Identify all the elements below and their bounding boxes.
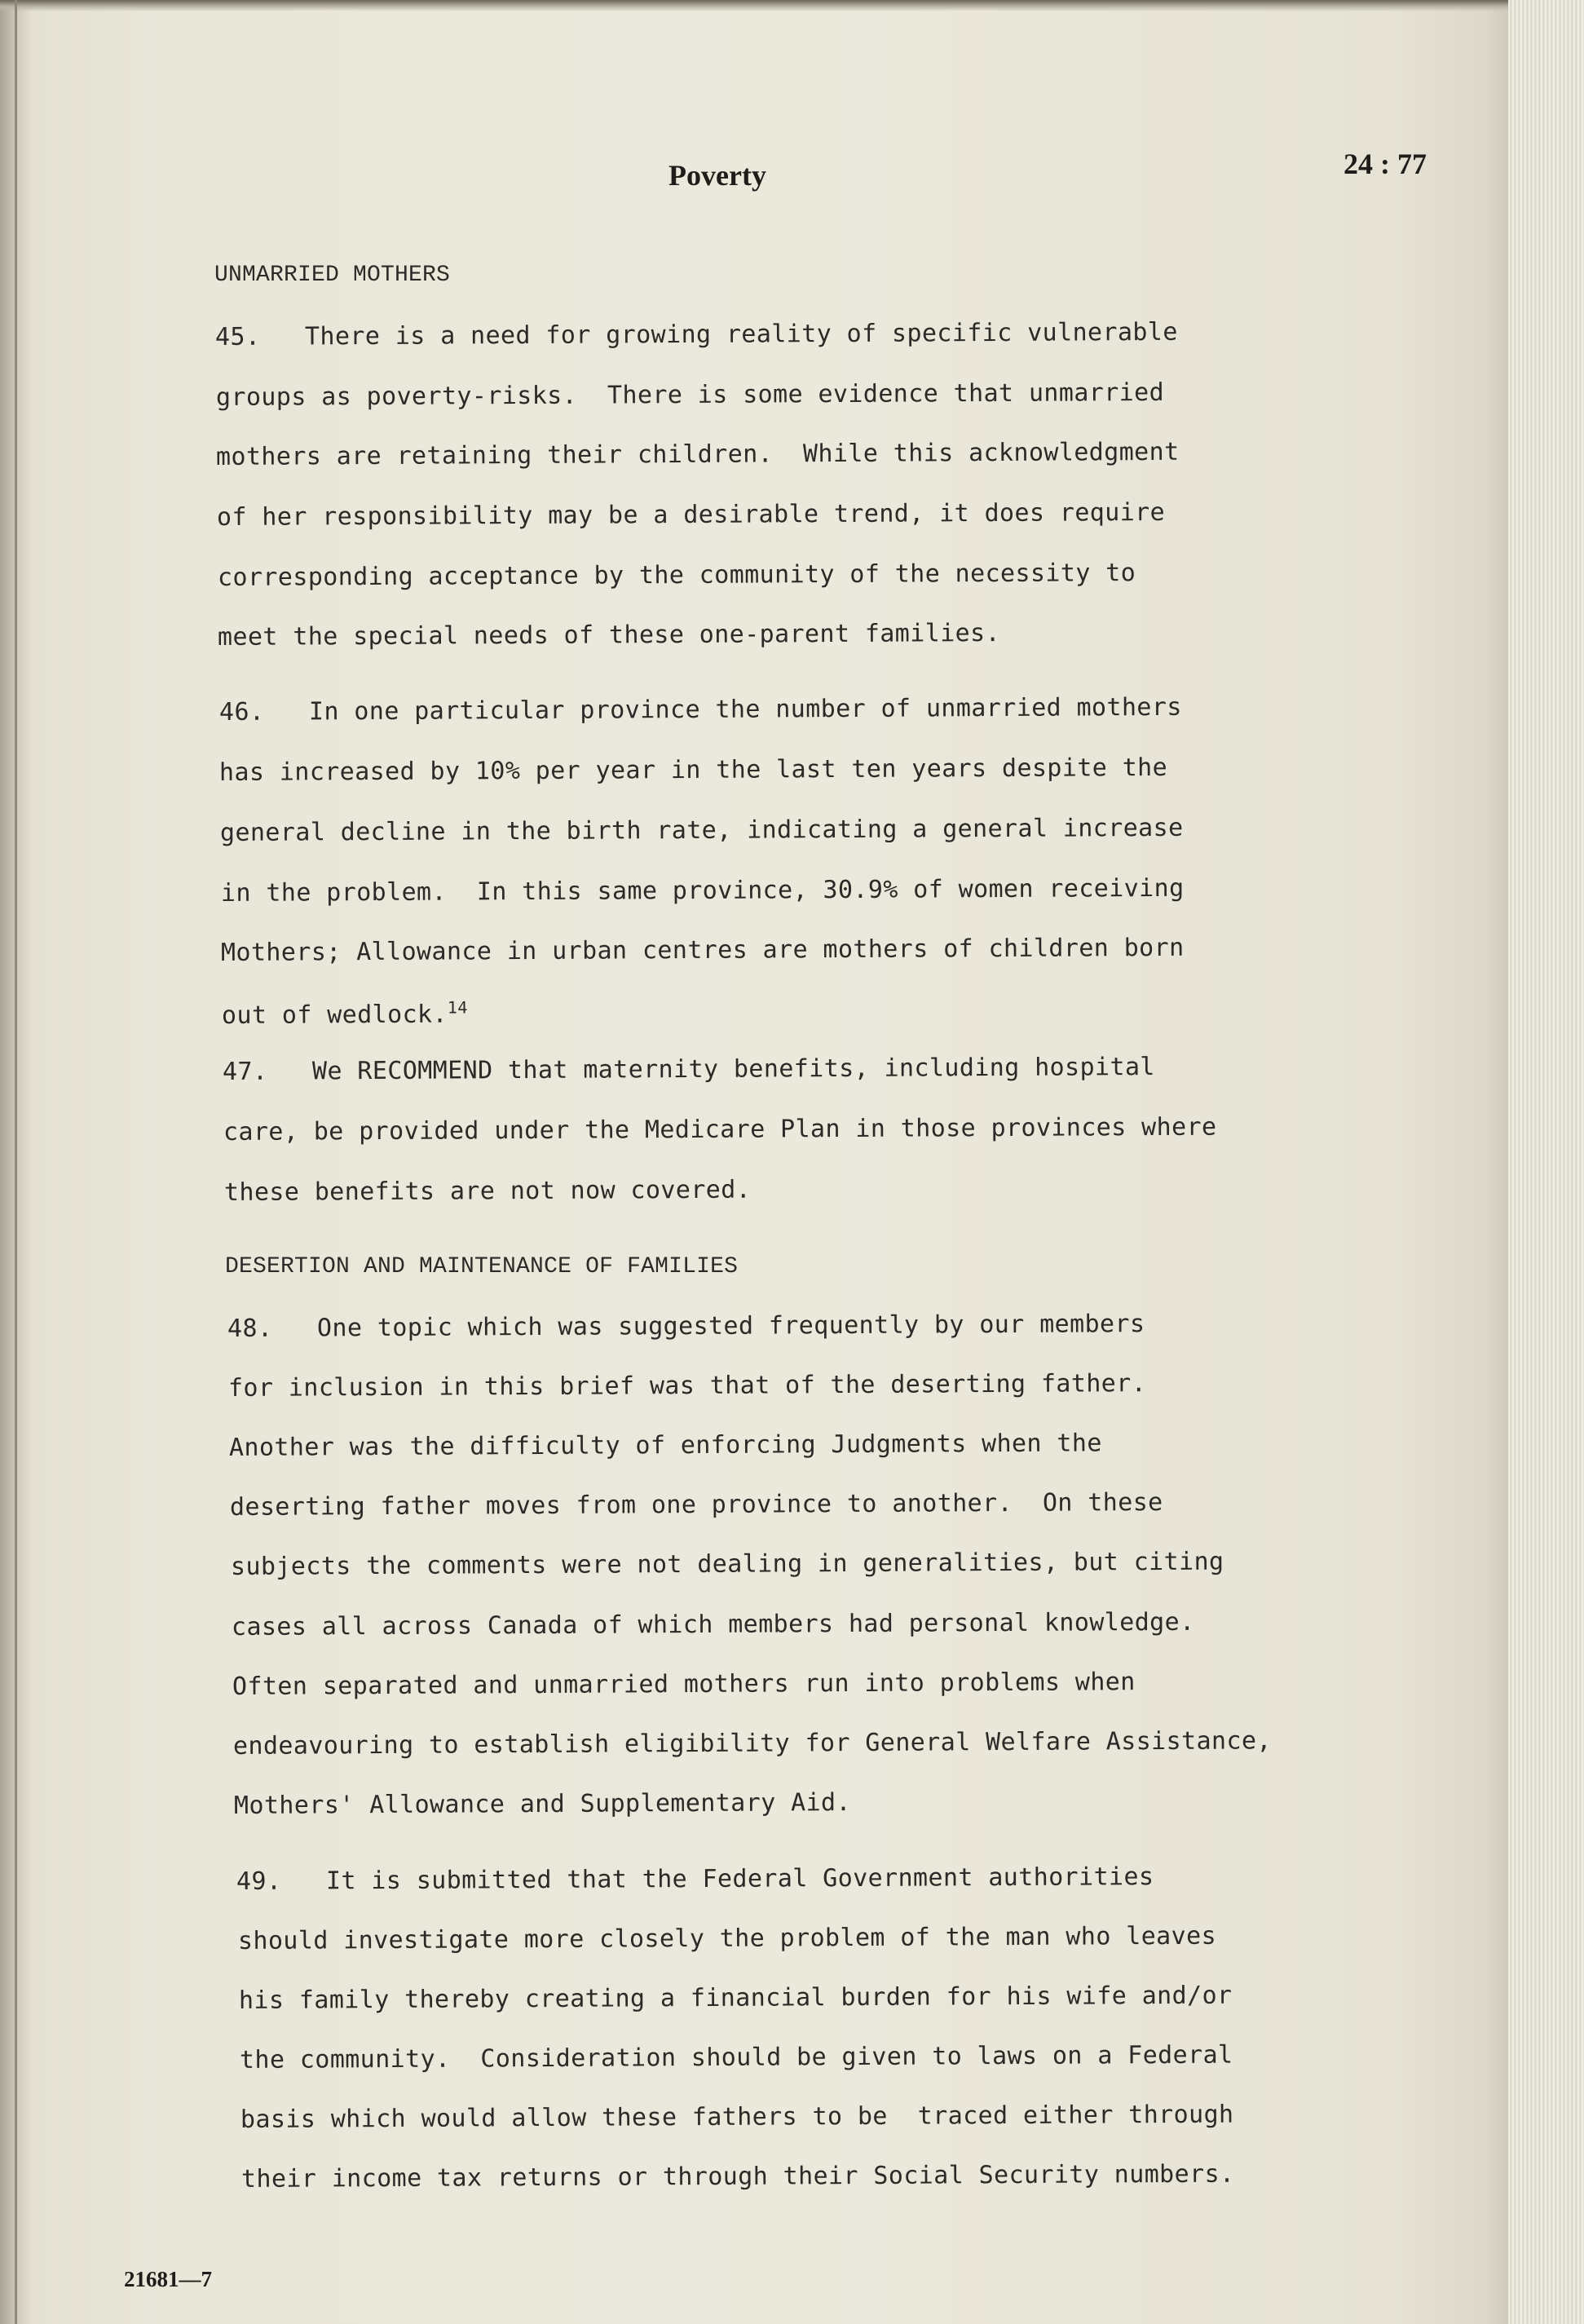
section-heading-desertion: DESERTION AND MAINTENANCE OF FAMILIES — [225, 1254, 739, 1279]
running-header-title: Poverty — [668, 159, 766, 192]
paragraph-45-line-4: of her responsibility may be a desirable trend, it does require — [216, 497, 1166, 532]
paragraph-49-line-6: their income tax returns or through their Social Security numbers. — [240, 2159, 1235, 2194]
paragraph-number-46: 46. — [218, 697, 265, 727]
footnote-marker: 14 — [447, 997, 468, 1018]
paragraph-45-line-3: mothers are retaining their children. While this acknowledgment — [215, 437, 1180, 471]
paragraph-46-line-4: in the problem. In this same province, 30.9% of women receiving — [220, 873, 1185, 908]
paragraph-45-line-6: meet the special needs of these one-parent families. — [217, 618, 1001, 652]
paragraph-48-line-3: Another was the difficulty of enforcing Judgments when the — [228, 1429, 1102, 1462]
paragraph-47-line-1: 47. We RECOMMEND that maternity benefits, including hospital — [222, 1053, 1155, 1086]
paragraph-46-line-5: Mothers; Allowance in urban centres are mothers of children born — [220, 933, 1185, 967]
paragraph-46-line-3: general decline in the birth rate, indicating a general increase — [219, 813, 1184, 847]
binding-edge — [15, 0, 17, 2324]
paragraph-49-line-1: 49. It is submitted that the Federal Government authorities — [236, 1862, 1154, 1896]
paragraph-48-line-7: Often separated and unmarried mothers run into problems when — [232, 1668, 1136, 1701]
paragraph-45-line-5: corresponding acceptance by the community of the necessity to — [217, 559, 1136, 592]
paragraph-48-line-4: deserting father moves from one province to another. On these — [229, 1488, 1163, 1522]
paragraph-49-line-5: basis which would allow these fathers to be traced either through — [240, 2100, 1234, 2134]
paragraph-47-line-3: these benefits are not now covered. — [223, 1175, 752, 1207]
stacked-page-edges — [1508, 0, 1584, 2324]
paragraph-number-49: 49. — [236, 1867, 282, 1896]
paragraph-number-47: 47. — [222, 1057, 268, 1086]
paragraph-47-line-2: care, be provided under the Medicare Plan in those provinces where — [223, 1112, 1217, 1147]
paragraph-48-line-8: endeavouring to establish eligibility for General Welfare Assistance, — [232, 1726, 1272, 1761]
paragraph-46-line-2: has increased by 10% per year in the last ten years despite the — [218, 753, 1168, 787]
paragraph-number-45: 45. — [214, 322, 261, 351]
paragraph-48-line-9: Mothers' Allowance and Supplementary Aid. — [233, 1788, 852, 1820]
paragraph-45-line-1: 45. There is a need for growing reality of specific vulnerable — [214, 317, 1178, 351]
section-heading-unmarried-mothers: UNMARRIED MOTHERS — [214, 263, 451, 288]
paragraph-46-line-6: out of wedlock.$^{14}$ — [221, 997, 468, 1030]
paragraph-49-line-3: his family thereby creating a financial burden for his wife and/or — [238, 1981, 1233, 2015]
paragraph-number-48: 48. — [227, 1314, 273, 1343]
paragraph-49-line-4: the community. Consideration should be given to laws on a Federal — [239, 2040, 1233, 2074]
footer-printing-code: 21681—7 — [124, 2267, 212, 2291]
page-number: 24 : 77 — [1344, 148, 1427, 180]
paragraph-48-line-1: 48. One topic which was suggested frequently by our members — [227, 1310, 1145, 1343]
paragraph-46-line-1: 46. In one particular province the number of unmarried mothers — [218, 692, 1182, 727]
paragraph-45-line-2: groups as poverty-risks. There is some evidence that unmarried — [215, 378, 1165, 412]
paragraph-48-line-6: cases all across Canada of which members had personal knowledge. — [231, 1607, 1195, 1641]
paragraph-49-line-2: should investigate more closely the problem of the man who leaves — [237, 1921, 1217, 1955]
top-edge-shadow — [0, 0, 1508, 11]
paragraph-48-line-2: for inclusion in this brief was that of the deserting father. — [227, 1369, 1147, 1403]
paragraph-48-line-5: subjects the comments were not dealing in generalities, but citing — [230, 1547, 1224, 1581]
